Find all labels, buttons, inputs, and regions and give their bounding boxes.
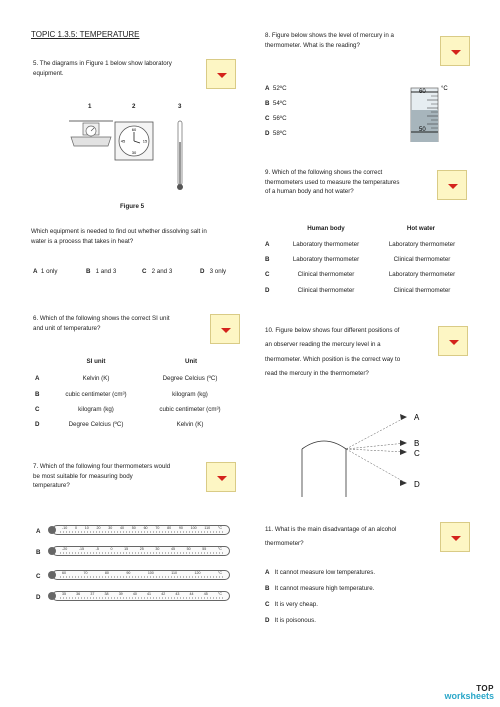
q8-option-a[interactable]: A 52ºC xyxy=(265,85,287,92)
q7-thermo-scale-label: 35 xyxy=(62,591,66,596)
q7-thermo-scale-label: 25 xyxy=(139,546,144,551)
svg-text:60: 60 xyxy=(131,127,137,132)
q7-thermo-scale-label: 60 xyxy=(62,570,66,575)
q9-dropdown[interactable] xyxy=(437,170,467,200)
q9-col2-header: Hot water xyxy=(406,225,436,232)
q5-label-2: 2 xyxy=(132,103,136,110)
page-title: TOPIC 1.3.5: TEMPERATURE xyxy=(31,30,140,39)
q11-option-c[interactable]: C It is very cheap. xyxy=(265,601,318,608)
q7-thermo-scale-label: 70 xyxy=(83,570,88,575)
q7-thermo-scale-label: 45 xyxy=(170,546,175,551)
q7-thermo-ticks xyxy=(60,576,224,578)
q7-thermo-scale-label: 39 xyxy=(118,591,123,596)
q9-row-d-letter[interactable]: D xyxy=(265,287,270,294)
q6-row-a-c1: Kelvin (K) xyxy=(82,375,110,382)
q7-thermo-scale-label: 50 xyxy=(186,546,191,551)
q7-thermo-c-letter[interactable]: C xyxy=(36,573,41,580)
q9-row-c-c2: Laboratory thermometer xyxy=(388,271,456,278)
q7-thermo-scale-label: 40 xyxy=(120,525,125,530)
q7-thermo-scale-label: °C xyxy=(217,546,222,551)
q11-option-a[interactable]: A It cannot measure low temperatures. xyxy=(265,569,376,576)
q7-thermo-scale-label: 60 xyxy=(143,525,148,530)
q11-option-d[interactable]: D It is poisonous. xyxy=(265,617,316,624)
q7-thermo-scale xyxy=(62,548,222,552)
q6-row-d-c2: Kelvin (K) xyxy=(176,421,204,428)
q9-row-b-c1: Laboratory thermometer xyxy=(292,256,360,263)
q6-row-b-letter[interactable]: B xyxy=(35,391,40,398)
balance-figure xyxy=(66,117,116,149)
q7-thermo-a-letter[interactable]: A xyxy=(36,528,41,535)
q7-thermo-scale-label: 0 xyxy=(74,525,77,530)
q9-text: 9. Which of the following shows the correct thermometers used to measure the temperatures of a human body and hot water? xyxy=(265,169,400,196)
q10-pos-d: D xyxy=(414,480,420,489)
q7-thermo-scale-label: 38 xyxy=(104,591,109,596)
q6-row-a-letter[interactable]: A xyxy=(35,375,40,382)
q7-thermo-scale-label: 44 xyxy=(189,591,194,596)
q6-row-b-c1: cubic centimeter (cm³) xyxy=(65,391,127,398)
q7-thermo-scale-label: 110 xyxy=(204,525,211,530)
q10-pos-b: B xyxy=(414,439,420,448)
q7-thermo-scale-label: °C xyxy=(217,591,222,596)
q9-row-b-letter[interactable]: B xyxy=(265,256,270,263)
q5-text: 5. The diagrams in Figure 1 below show laboratory equipment. xyxy=(33,60,172,77)
q8-scale-top: 60 xyxy=(419,89,426,95)
q7-thermo-scale-label: 41 xyxy=(147,591,152,596)
q10-observer-figure xyxy=(296,405,436,497)
q9-row-d-c2: Clinical thermometer xyxy=(393,287,451,294)
q5-option-a[interactable]: A 1 only xyxy=(33,268,58,275)
q5-dropdown[interactable] xyxy=(206,59,236,89)
q7-thermo-scale-label: 55 xyxy=(202,546,207,551)
svg-text:45: 45 xyxy=(120,138,126,144)
q8-option-d[interactable]: D 58ºC xyxy=(265,130,287,137)
q7-thermo-scale-label: 40 xyxy=(132,591,137,596)
clock-figure xyxy=(114,121,154,161)
q7-thermo-scale-label: 100 xyxy=(190,525,197,530)
q11-option-b[interactable]: B It cannot measure high temperature. xyxy=(265,585,375,592)
q7-thermo-scale-label: 90 xyxy=(126,570,131,575)
q6-row-b-c2: kilogram (kg) xyxy=(172,391,208,398)
q7-thermo-scale-label: 10 xyxy=(84,525,89,530)
q7-thermo-scale xyxy=(62,527,222,531)
q7-thermo-bulb xyxy=(48,571,56,579)
q9-row-a-c1: Laboratory thermometer xyxy=(292,241,360,248)
q6-row-c-letter[interactable]: C xyxy=(35,406,40,413)
brand-line1: TOP xyxy=(476,684,494,693)
q7-thermo-scale-label: -20 xyxy=(62,546,68,551)
q10-pos-c: C xyxy=(414,449,420,458)
q8-option-b[interactable]: B 54ºC xyxy=(265,100,287,107)
brand-logo[interactable] xyxy=(438,684,494,701)
q7-thermo-scale-label: 45 xyxy=(203,591,208,596)
q7-thermo-scale-label: 110 xyxy=(171,570,177,575)
q7-thermo-scale-label: °C xyxy=(217,525,222,530)
q9-row-a-c2: Laboratory thermometer xyxy=(388,241,456,248)
q9-row-b-c2: Clinical thermometer xyxy=(393,256,451,263)
q6-row-d-letter[interactable]: D xyxy=(35,421,40,428)
q7-thermo-scale-label: 0 xyxy=(110,546,113,551)
q7-thermo-scale-label: 36 xyxy=(76,591,81,596)
q7-thermo-ticks xyxy=(60,597,224,599)
q7-thermo-b-letter[interactable]: B xyxy=(36,549,41,556)
q6-col1-header: SI unit xyxy=(86,358,106,365)
q8-scale-bottom: 50 xyxy=(419,127,426,133)
q7-thermo-scale-label: -15 xyxy=(78,546,85,551)
q6-text: 6. Which of the following shows the correct SI unit and unit of temperature? xyxy=(33,315,170,332)
q9-row-d-c1: Clinical thermometer xyxy=(297,287,355,294)
q10-dropdown[interactable] xyxy=(438,326,468,356)
q7-thermo-bulb xyxy=(48,526,56,534)
q5-option-b[interactable]: B 1 and 3 xyxy=(86,268,117,275)
q5-label-3: 3 xyxy=(178,103,182,110)
q6-dropdown[interactable] xyxy=(210,314,240,344)
q7-thermo-scale-label: 80 xyxy=(104,570,109,575)
lab-thermometer-figure xyxy=(175,120,185,192)
q10-text: 10. Figure below shows four different positions of an observer reading the mercury level in a thermometer. Which position is the correct way to read the mercury in the thermometer? xyxy=(265,327,401,377)
q11-dropdown[interactable] xyxy=(440,522,470,552)
q6-row-d-c1: Degree Celcius (ºC) xyxy=(68,421,124,428)
q8-thermometer-closeup xyxy=(405,80,455,142)
q7-thermo-scale-label: 80 xyxy=(167,525,172,530)
q7-thermo-d-letter[interactable]: D xyxy=(36,594,41,601)
q7-text: 7. Which of the following four thermometers would be most suitable for measuring body temperature? xyxy=(33,463,171,490)
q7-thermo-scale-label: 42 xyxy=(161,591,166,596)
q7-thermo-ticks xyxy=(60,531,224,533)
q7-thermo-scale-label: 15 xyxy=(124,546,129,551)
q11-text: 11. What is the main disadvantage of an alcohol thermometer? xyxy=(265,526,397,548)
q7-thermo-bulb xyxy=(48,592,56,600)
q7-thermo-scale-label: 43 xyxy=(175,591,180,596)
q7-thermo-scale-label: -10 xyxy=(62,525,68,530)
q8-dropdown[interactable] xyxy=(440,36,470,66)
q5-option-d[interactable]: D 3 only xyxy=(200,268,227,275)
svg-text:30: 30 xyxy=(131,150,137,155)
q5-question: Which equipment is needed to find out whether dissolving salt in water is a process that takes in heat? xyxy=(31,228,207,245)
q6-row-c-c2: cubic centimeter (cm³) xyxy=(159,406,221,413)
q9-row-a-letter[interactable]: A xyxy=(265,241,270,248)
q7-thermo-scale-label: °C xyxy=(217,570,222,575)
q7-thermo-bulb xyxy=(48,547,56,555)
q7-thermo-scale-label: 70 xyxy=(155,525,160,530)
figure-caption: Figure 5 xyxy=(120,203,145,210)
q5-option-c[interactable]: C 2 and 3 xyxy=(142,268,173,275)
q6-row-c-c1: kilogram (kg) xyxy=(78,406,114,413)
q7-thermo-scale-label: 50 xyxy=(131,525,136,530)
q7-thermo-scale xyxy=(62,572,222,576)
q7-thermo-scale-label: 100 xyxy=(147,570,154,575)
q7-thermo-scale-label: 90 xyxy=(178,525,183,530)
q8-unit: °C xyxy=(441,86,448,92)
q7-thermo-ticks xyxy=(60,552,224,554)
q7-thermo-scale xyxy=(62,593,222,597)
q7-thermo-scale-label: 30 xyxy=(108,525,113,530)
q7-thermo-scale-label: -5 xyxy=(95,546,99,551)
q8-option-c[interactable]: C 56ºC xyxy=(265,115,287,122)
q5-label-1: 1 xyxy=(88,103,92,110)
q8-text: 8. Figure below shows the level of mercury in a thermometer. What is the reading? xyxy=(265,32,394,49)
q7-thermo-scale-label: 37 xyxy=(90,591,95,596)
q6-col2-header: Unit xyxy=(184,358,198,365)
q6-row-a-c2: Degree Celcius (ºC) xyxy=(162,375,218,382)
q9-col1-header: Human body xyxy=(307,225,345,232)
q7-thermo-scale-label: 120 xyxy=(194,570,201,575)
q10-pos-a: A xyxy=(414,413,420,422)
q9-row-c-letter[interactable]: C xyxy=(265,271,270,278)
q7-thermo-scale-label: 20 xyxy=(96,525,101,530)
q7-thermo-scale-label: 30 xyxy=(155,546,160,551)
q9-row-c-c1: Clinical thermometer xyxy=(297,271,355,278)
brand-line2: worksheets xyxy=(444,691,494,701)
svg-text:15: 15 xyxy=(142,138,148,144)
q7-dropdown[interactable] xyxy=(206,462,236,492)
